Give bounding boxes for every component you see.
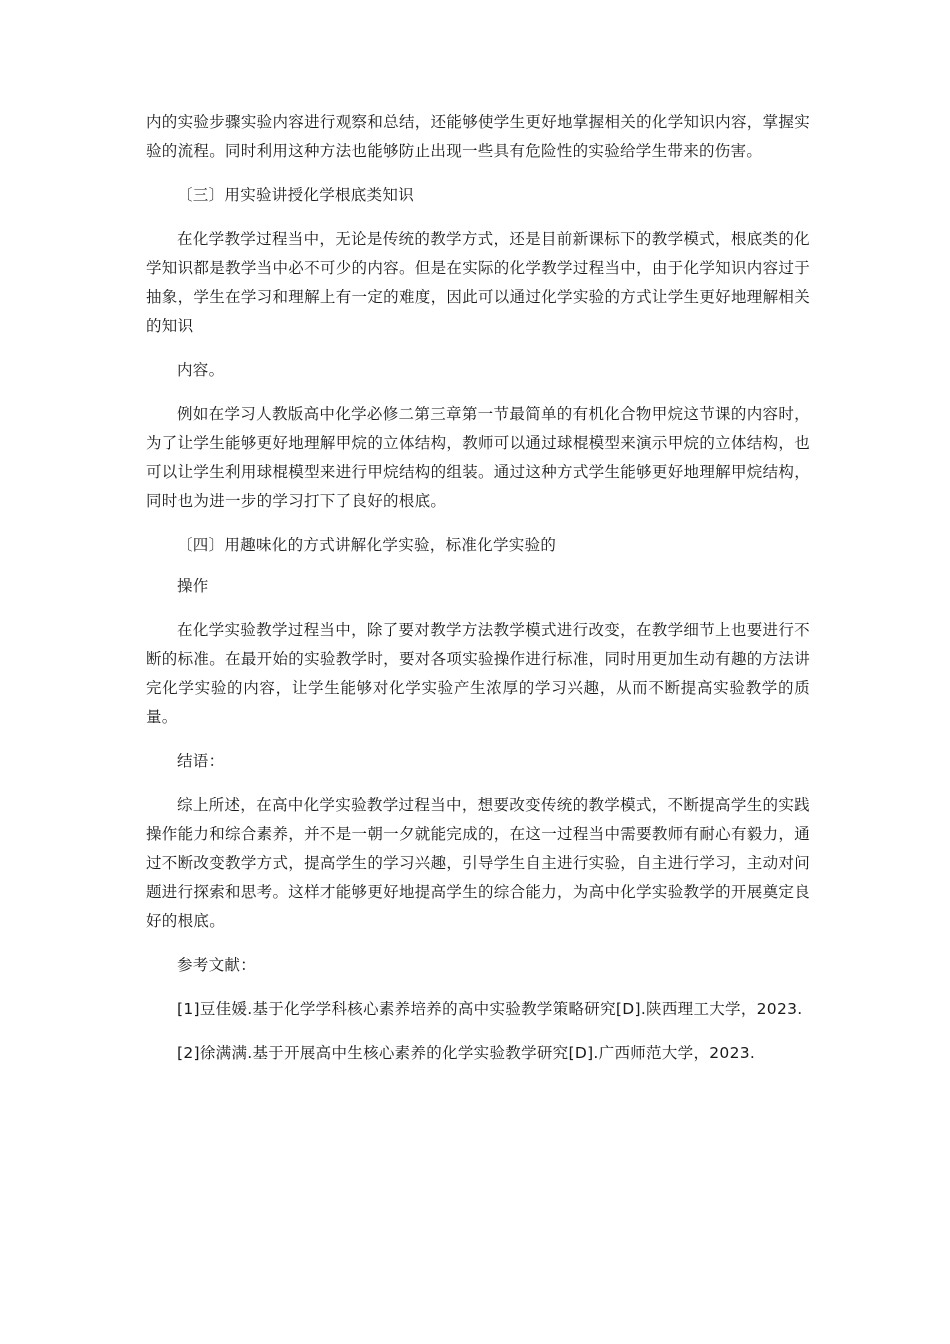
paragraph-fragment: 内容。 bbox=[177, 361, 225, 379]
references-heading: 参考文献： bbox=[177, 956, 257, 974]
paragraph-standardization: 在化学实验教学过程当中，除了要对教学方法教学模式进行改变，在教学细节上也要进行不断的标准。在最开始的实验教学时，要对各项实验操作进行标准，同时用更加生动有趣的方法讲完化学实验的内容，让学生能够对化学实验产生浓厚的学习兴趣，从而不断提高实验教学的质量。 bbox=[146, 621, 810, 726]
section-heading-3: 〔三〕用实验讲授化学根底类知识 bbox=[177, 186, 415, 204]
section-heading-4-continuation: 操作 bbox=[177, 577, 209, 595]
conclusion-heading: 结语： bbox=[177, 752, 225, 770]
paragraph-methane-example: 例如在学习人教版高中化学必修二第三章第一节最简单的有机化合物甲烷这节课的内容时，为了让学生能够更好地理解甲烷的立体结构，教师可以通过球棍模型来演示甲烷的立体结构，也可以让学生利用球棍模型来进行甲烷结构的组装。通过这种方式学生能够更好地理解甲烷结构，同时也为进一步的学习打下了良好的根底。 bbox=[146, 405, 810, 510]
document-page bbox=[146, 108, 810, 1083]
reference-item: [2]徐满满.基于开展高中生核心素养的化学实验教学研究[D].广西师范大学，2023. bbox=[177, 1044, 756, 1062]
section-heading-4: 〔四〕用趣味化的方式讲解化学实验，标准化学实验的 bbox=[177, 536, 557, 554]
reference-item: [1]豆佳媛.基于化学学科核心素养培养的高中实验教学策略研究[D].陕西理工大学，2023. bbox=[177, 1000, 803, 1018]
paragraph-continuation: 内的实验步骤实验内容进行观察和总结，还能够使学生更好地掌握相关的化学知识内容，掌握实验的流程。同时利用这种方法也能够防止出现一些具有危险性的实验给学生带来的伤害。 bbox=[146, 113, 810, 160]
paragraph-conclusion: 综上所述，在高中化学实验教学过程当中，想要改变传统的教学模式，不断提高学生的实践操作能力和综合素养，并不是一朝一夕就能完成的，在这一过程当中需要教师有耐心有毅力，通过不断改变教学方式，提高学生的学习兴趣，引导学生自主进行实验，自主进行学习，主动对问题进行探索和思考。这样才能够更好地提高学生的综合能力，为高中化学实验教学的开展奠定良好的根底。 bbox=[146, 796, 810, 930]
paragraph-basic-knowledge: 在化学教学过程当中，无论是传统的教学方式，还是目前新课标下的教学模式，根底类的化学知识都是教学当中必不可少的内容。但是在实际的化学教学过程当中，由于化学知识内容过于抽象，学生在学习和理解上有一定的难度，因此可以通过化学实验的方式让学生更好地理解相关的知识 bbox=[146, 230, 810, 335]
